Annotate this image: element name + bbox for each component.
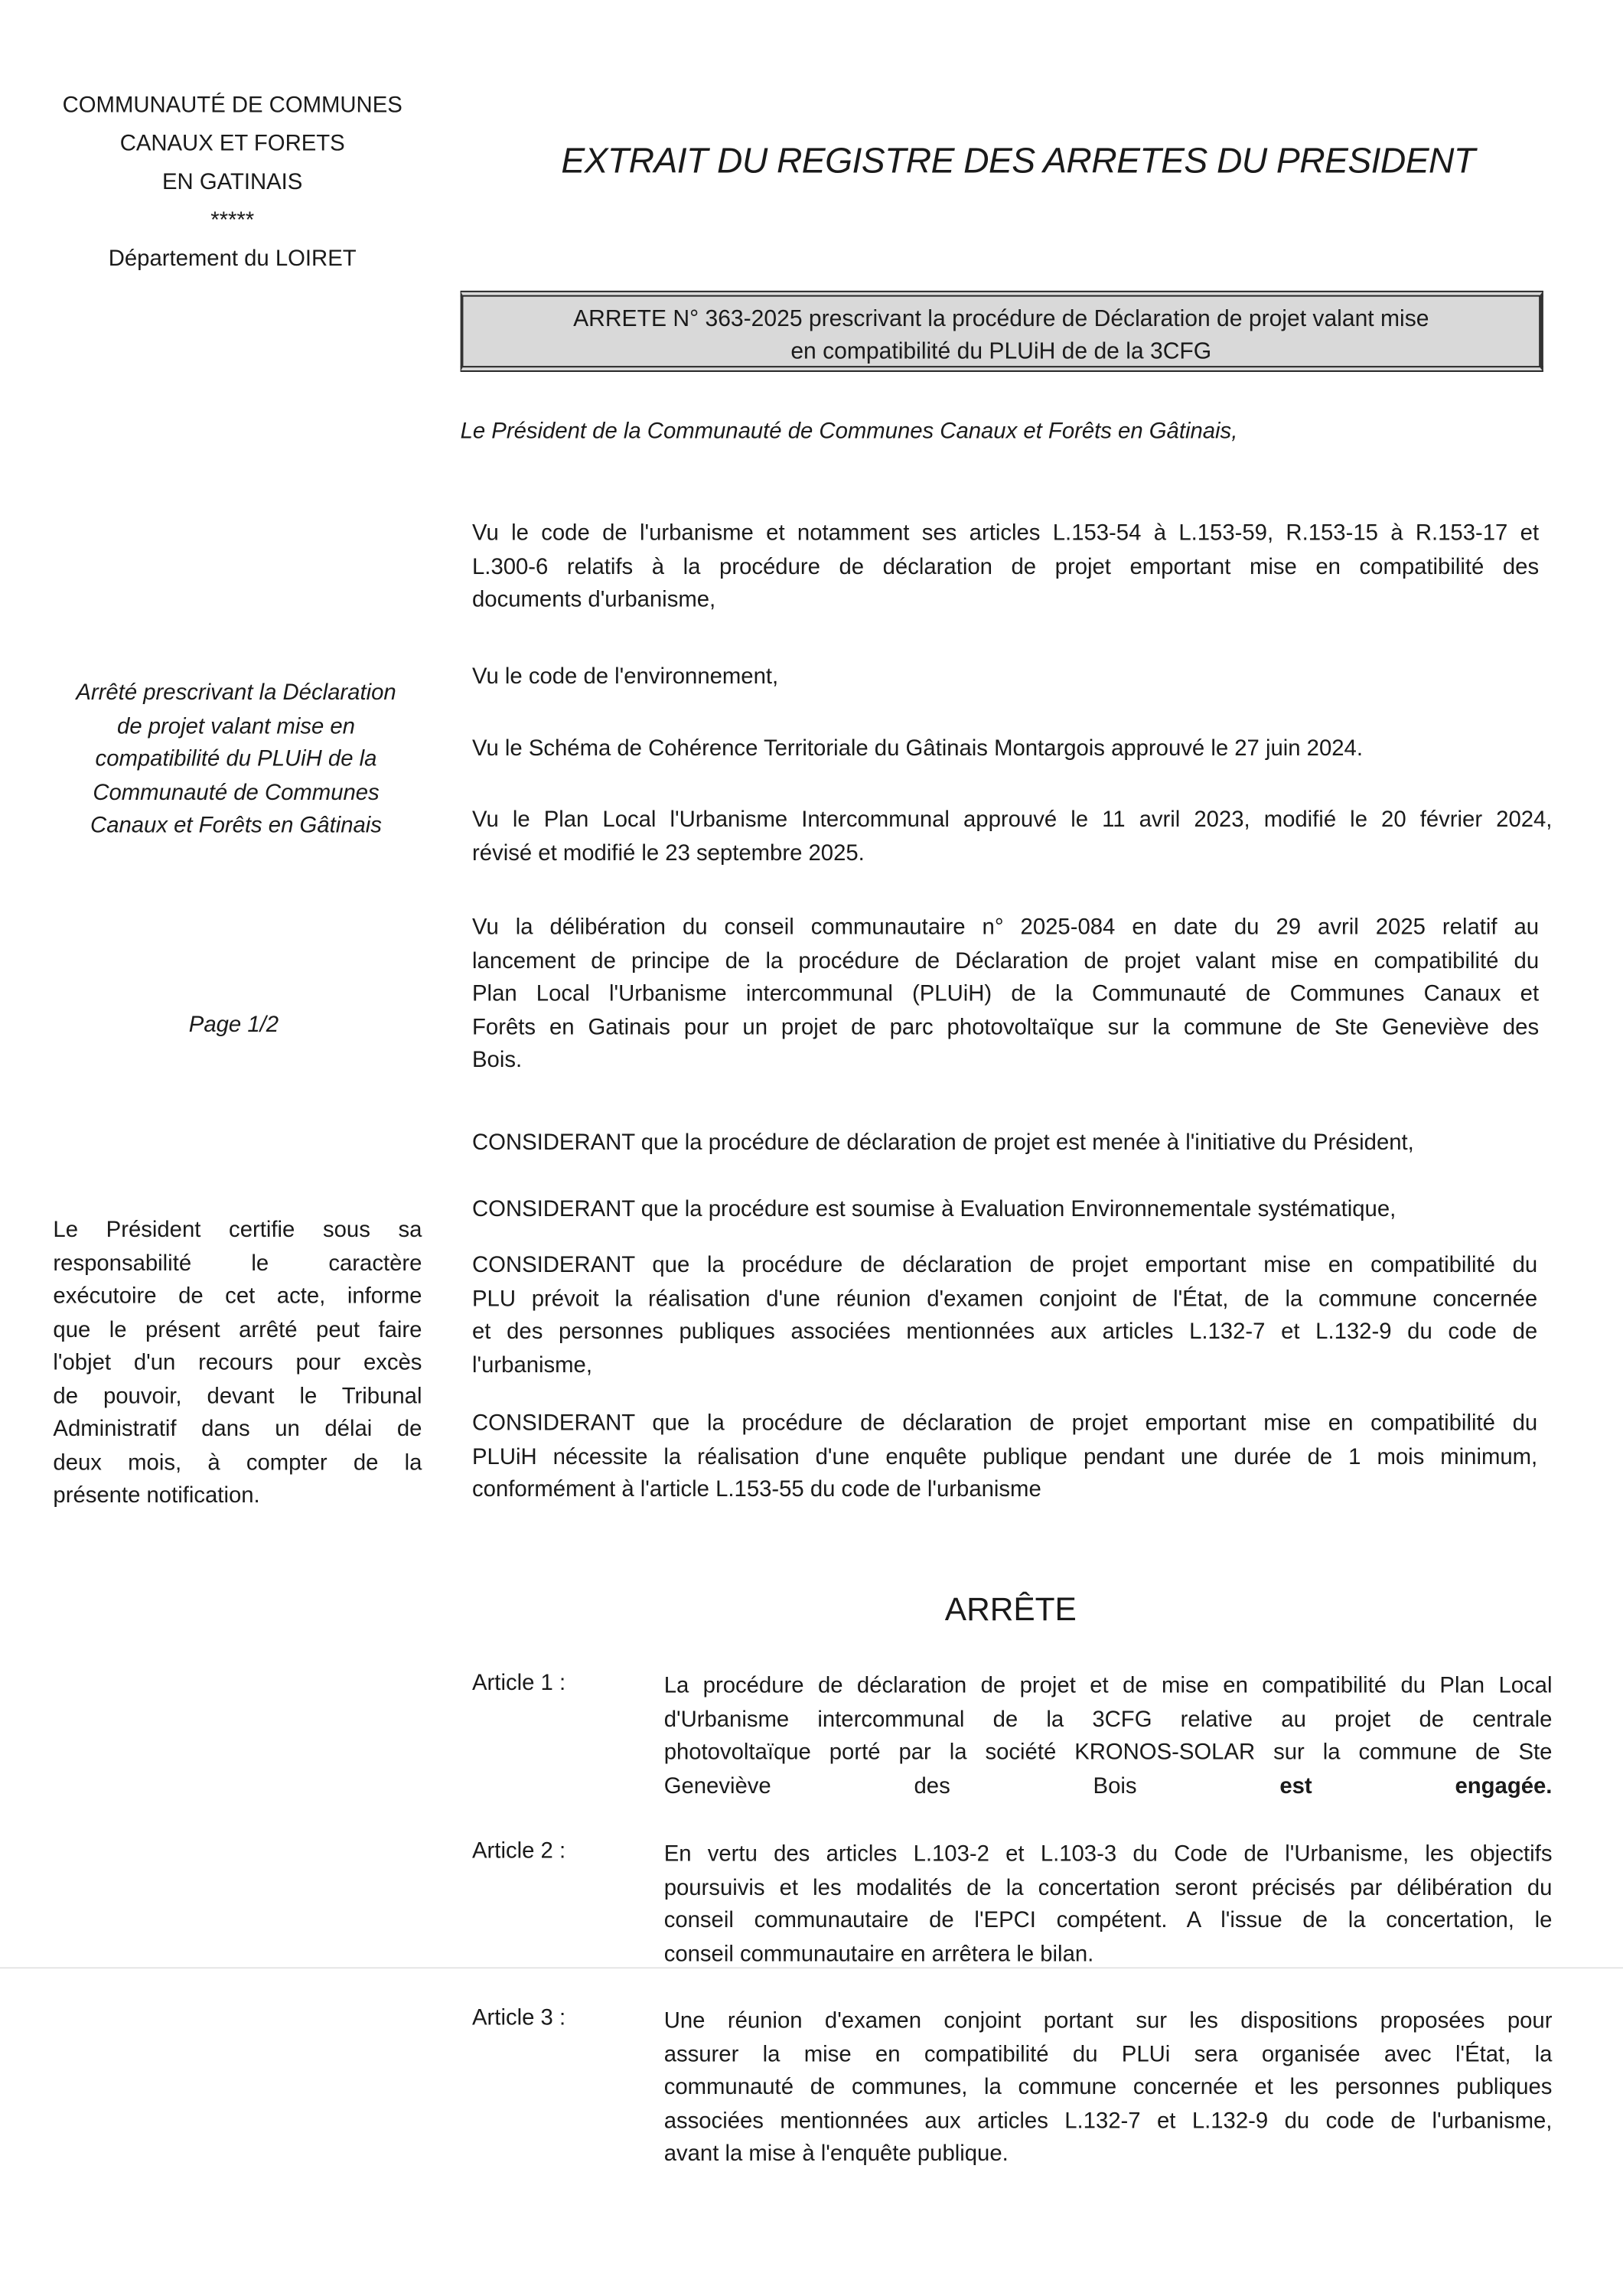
text-line: associées mentionnées aux articles L.132-7 et L.132-9 du code de l'urbanisme, [663,2108,1553,2134]
text-line: et des personnes publiques associées mentionnées aux articles L.132-7 et L.132-9 du code de [472,1319,1538,1345]
text-line: photovoltaïque porté par la société KRONOS-SOLAR sur la commune de Ste [663,1740,1553,1766]
considerant-4 [472,1408,1537,1508]
page-number: Page 1/2 [188,1012,279,1038]
article-2-text [664,1839,1553,1972]
visa-deliberation [472,912,1539,1078]
text-line: présente notification. [53,1482,260,1508]
text-line: Vu le Schéma de Cohérence Territoriale du Gâtinais Montargois approuvé le 27 juin 2024. [472,736,1363,762]
text-line: Administratif dans un délai de [53,1417,422,1442]
decree-title-line: ARRETE N° 363-2025 prescrivant la procédure de Déclaration de projet valant mise [573,307,1429,332]
article-1-text [664,1671,1553,1804]
text-line: Le Président certifie sous sa [53,1217,422,1243]
text-line: Vu le code de l'environnement, [472,664,779,690]
arrete-heading: ARRÊTE [944,1590,1077,1628]
text-line: COMMUNAUTÉ DE COMMUNES [62,93,402,119]
text-line: compatibilité du PLUiH de la [95,746,377,772]
text-line: Plan Local l'Urbanisme intercommunal (PLUiH) de la Communauté de Communes Canaux et [472,981,1540,1007]
text-line: Forêts en Gatinais pour un projet de parc photovoltaïque sur la commune de Ste Geneviève des [472,1014,1540,1040]
article-1-label: Article 1 : [472,1670,566,1696]
sidebar-summary [44,677,428,843]
considerant-2 [472,1194,1396,1227]
visa-environnement [472,661,778,694]
text-line: CONSIDERANT que la procédure de déclaration de projet emportant mise en compatibilité du [472,1411,1538,1437]
text-line [664,1770,1553,1803]
scan-artifact-line [0,1967,1623,1968]
article-2-label: Article 2 : [472,1838,566,1864]
text-line: poursuivis et les modalités de la concertation seront précisés par délibération du [663,1874,1553,1900]
visa-scot [472,733,1363,766]
text-line: PLUiH nécessite la réalisation d'une enquête publique pendant une durée de 1 mois minimum, [472,1443,1538,1469]
text-line: PLU prévoit la réalisation d'une réunion d'examen conjoint de l'État, de la commune concernée [472,1286,1538,1312]
text-line: communauté de communes, la commune concernée et les personnes publiques [663,2075,1553,2100]
sidebar-certification [53,1215,422,1513]
text-line: CANAUX ET FORETS [119,131,345,157]
text-line: conformément à l'article L.153-55 du code de l'urbanisme [472,1477,1041,1502]
text-line: Une réunion d'examen conjoint portant sur les dispositions proposées pour [663,2008,1553,2034]
text-line: Arrêté prescrivant la Déclaration [76,680,396,706]
text-line: Bois. [472,1048,523,1073]
text-line: L.300-6 relatifs à la procédure de déclaration de projet emportant mise en compatibilité des [472,554,1540,579]
text-line: La procédure de déclaration de projet et de mise en compatibilité du Plan Local [663,1673,1553,1699]
text-line: ***** [210,207,255,233]
text-line-part: Geneviève des Bois [663,1773,1280,1799]
considerant-3 [472,1250,1537,1383]
text-line: CONSIDERANT que la procédure de déclaration de projet est menée à l'initiative du Président, [472,1130,1414,1156]
article-3-text [664,2005,1553,2171]
text-line: assurer la mise en compatibilité du PLUi sera organisée avec l'État, la [663,2041,1553,2067]
text-line: conseil communautaire en arrêtera le bilan. [663,1941,1094,1967]
text-line: Canaux et Forêts en Gâtinais [90,813,382,839]
text-line: EN GATINAIS [162,169,303,195]
text-line: de projet valant mise en [117,713,355,739]
text-line: deux mois, à compter de la [53,1450,422,1476]
organization-header [30,87,435,279]
text-line: CONSIDERANT que la procédure est soumise à Evaluation Environnementale systématique, [472,1196,1396,1222]
text-line: En vertu des articles L.103-2 et L.103-3 du Code de l'Urbanisme, les objectifs [663,1841,1553,1867]
text-line: Vu le code de l'urbanisme et notamment ses articles L.153-54 à L.153-59, R.153-15 à R.153-17 et [472,520,1540,546]
text-line: documents d'urbanisme, [472,587,716,613]
text-line: CONSIDERANT que la procédure de déclaration de projet emportant mise en compatibilité du [472,1253,1538,1278]
text-line: Département du LOIRET [108,246,357,272]
text-line: l'urbanisme, [472,1352,592,1378]
text-line: conseil communautaire de l'EPCI compétent. A l'issue de la concertation, le [663,1908,1553,1933]
text-line: Communauté de Communes [93,780,380,805]
text-line: Vu le Plan Local l'Urbanisme Intercommunal approuvé le 11 avril 2023, modifié le 20 février 2024, [472,807,1553,833]
text-line: lancement de principe de la procédure de Déclaration de projet valant mise en compatibilité du [472,947,1540,974]
decree-title-line: en compatibilité du PLUiH de de la 3CFG [790,339,1212,365]
text-line: avant la mise à l'enquête publique. [663,2141,1009,2167]
text-line: d'Urbanisme intercommunal de la 3CFG relative au projet de centrale [663,1706,1553,1732]
text-line: exécutoire de cet acte, informe [53,1283,422,1309]
text-line: l'objet d'un recours pour excès [53,1350,422,1376]
text-line: révisé et modifié le 23 septembre 2025. [472,840,865,866]
decree-title-box [461,291,1543,372]
article-1-lines [664,1671,1553,1770]
text-line: de pouvoir, devant le Tribunal [53,1383,422,1409]
article-3-label: Article 3 : [472,2005,566,2031]
visa-plui [472,804,1552,871]
text-line: Vu la délibération du conseil communautaire n° 2025-084 en date du 29 avril 2025 relatif au [472,915,1540,941]
engaged-emphasis: est engagée. [1279,1773,1553,1799]
document-title: EXTRAIT DU REGISTRE DES ARRETES DU PRESIDENT [561,142,1475,182]
visa-urbanisme [472,518,1539,618]
considerant-1 [472,1127,1414,1160]
president-intro: Le Président de la Communauté de Communes Canaux et Forêts en Gâtinais, [460,419,1238,445]
text-line: responsabilité le caractère [53,1251,422,1276]
text-line: que le présent arrêté peut faire [53,1316,422,1342]
